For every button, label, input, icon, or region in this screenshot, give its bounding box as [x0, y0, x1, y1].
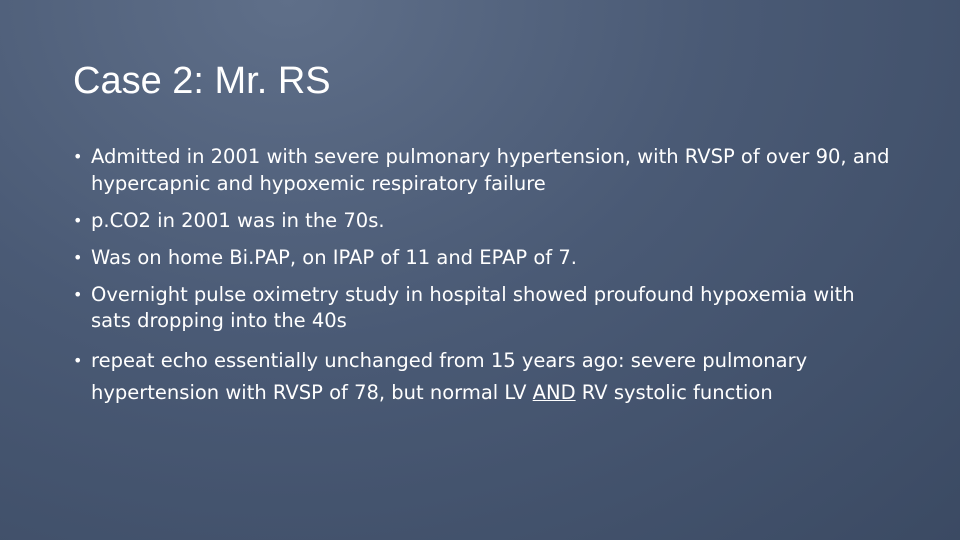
underlined-and: AND — [532, 381, 576, 404]
slide-title: Case 2: Mr. RS — [73, 60, 331, 102]
bullet-icon: • — [73, 147, 83, 166]
bullet-icon: • — [73, 210, 83, 230]
bullet-text: Overnight pulse oximetry study in hospital showed proufound hypoxemia with sats dropping into the 40s — [91, 282, 855, 332]
bullet-text: Was on home Bi.PAP, on IPAP of 11 and EPAP of 7. — [91, 245, 577, 269]
bullet-item — [73, 245, 893, 272]
bullet-text: p.CO2 in 2001 was in the 70s. — [91, 208, 385, 232]
bullet-item — [73, 208, 893, 235]
bullet-text-before: repeat echo essentially unchanged from 15 years ago: severe pulmonary hypertension with RVSP of 78, but normal LV — [91, 349, 808, 404]
bullet-item — [73, 144, 893, 197]
bullet-item — [73, 282, 893, 335]
bullet-icon: • — [73, 284, 83, 304]
bullet-icon: • — [73, 247, 83, 267]
bullet-item — [73, 345, 893, 409]
bullet-icon: • — [73, 351, 83, 370]
bullet-list — [73, 144, 893, 420]
bullet-text-after: RV systolic function — [575, 381, 773, 404]
bullet-text: Admitted in 2001 with severe pulmonary hypertension, with RVSP of over 90, and hypercapnic and hypoxemic respiratory failure — [91, 145, 890, 195]
